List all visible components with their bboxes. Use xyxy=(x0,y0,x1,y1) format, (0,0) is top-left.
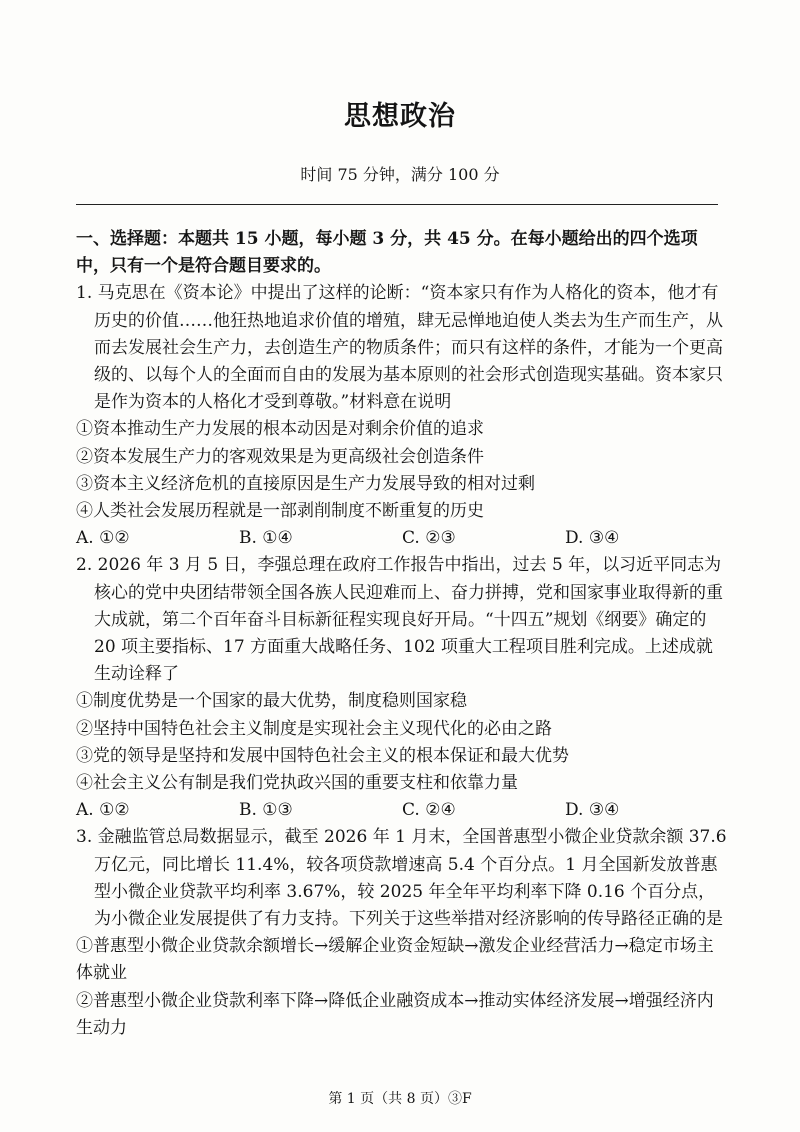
header-divider xyxy=(76,204,718,205)
question-stem: 1. 马克思在《资本论》中提出了这样的论断：“资本家只有作为人格化的资本，他才有历史的价值……他狂热地追求价值的增殖，肆无忌惮地迫使人类去为生产而生产，从而去发展社会生产力，去创造生产的物质条件；而只有这样的条件，才能为一个更高级的、以每个人的全面而自由的发展为基本原则的社会形式创造现实基础。资本家只是作为资本的人格化才受到尊敬。”材料意在说明 xyxy=(76,283,723,413)
exam-time-and-score: 时间 75 分钟，满分 100 分 xyxy=(300,165,500,184)
choice-d: D. ③④ xyxy=(565,528,620,549)
question-2 xyxy=(76,552,728,824)
choice-d: D. ③④ xyxy=(565,800,620,821)
choice-a: A. ①② xyxy=(76,528,130,549)
statement-option: ①普惠型小微企业贷款余额增长→缓解企业资金短缺→激发企业经营活力→稳定市场主体就业 xyxy=(76,936,714,984)
exam-body xyxy=(76,226,728,1042)
page-footer: 第 1 页（共 8 页）③F xyxy=(328,1091,472,1107)
question-3 xyxy=(76,824,728,1042)
choice-a: A. ①② xyxy=(76,800,130,821)
choice-b: B. ①③ xyxy=(239,800,293,821)
question-1 xyxy=(76,280,728,552)
statement-option: ①资本推动生产力发展的根本动因是对剩余价值的追求 xyxy=(76,419,484,440)
question-stem: 3. 金融监管总局数据显示，截至 2026 年 1 月末，全国普惠型小微企业贷款余额 37.6 万亿元，同比增长 11.4%，较各项贷款增速高 5.4 个百分点。1 月全国新发放普惠型小微企业贷款平均利率 3.67%，较 2025 年全年平均利率下降 0.16 个百分点，为小微企业发展提供了有力支持。下列关于这些举措对经济影响的传导路径正确的是 xyxy=(76,827,727,930)
statement-option: ④人类社会发展历程就是一部剥削制度不断重复的历史 xyxy=(76,501,484,522)
question-stem: 2. 2026 年 3 月 5 日，李强总理在政府工作报告中指出，过去 5 年，以习近平同志为核心的党中央团结带领全国各族人民迎难而上、奋力拼搏，党和国家事业取得新的重大成就，第二个百年奋斗目标新征程实现良好开局。“十四五”规划《纲要》确定的 20 项主要指标、17 方面重大战略任务、102 项重大工程项目胜利完成。上述成就生动诠释了 xyxy=(76,555,723,685)
statement-option: ②坚持中国特色社会主义制度是实现社会主义现代化的必由之路 xyxy=(76,718,552,739)
statement-option: ③资本主义经济危机的直接原因是生产力发展导致的相对过剩 xyxy=(76,473,535,494)
choice-b: B. ①④ xyxy=(239,528,293,549)
statement-option: ④社会主义公有制是我们党执政兴国的重要支柱和依靠力量 xyxy=(76,773,518,794)
section-heading: 一、选择题：本题共 15 小题，每小题 3 分，共 45 分。在每小题给出的四个选项中，只有一个是符合题目要求的。 xyxy=(76,229,698,277)
choice-c: C. ②③ xyxy=(402,528,456,549)
answer-choices xyxy=(76,525,728,552)
statement-option: ③党的领导是坚持和发展中国特色社会主义的根本保证和最大优势 xyxy=(76,745,569,766)
exam-title: 思想政治 xyxy=(344,101,456,132)
statement-option: ②普惠型小微企业贷款利率下降→降低企业融资成本→推动实体经济发展→增强经济内生动力 xyxy=(76,990,714,1038)
answer-choices xyxy=(76,797,728,824)
statement-option: ②资本发展生产力的客观效果是为更高级社会创造条件 xyxy=(76,446,484,467)
choice-c: C. ②④ xyxy=(402,800,456,821)
statement-option: ①制度优势是一个国家的最大优势，制度稳则国家稳 xyxy=(76,691,467,712)
